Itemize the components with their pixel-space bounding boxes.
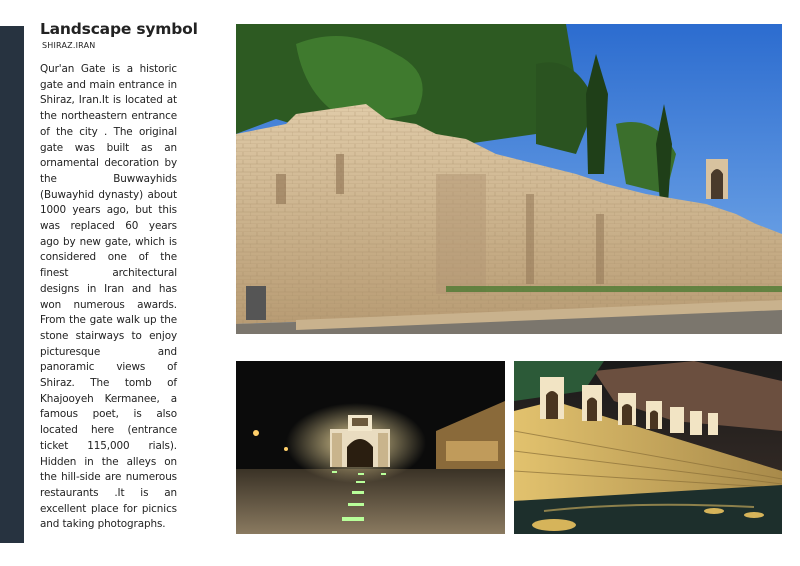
photo-stone-terraces bbox=[236, 24, 782, 334]
page-subtitle: SHIRAZ.IRAN bbox=[42, 41, 96, 50]
photo-gate-night bbox=[236, 361, 505, 534]
description-paragraph: Qur'an Gate is a historic gate and main entrance in Shiraz, Iran.It is located at the northeastern entrance of the city . The original gate was built as an ornamental decoration by the Buwwayhids (Buwayhid dynasty) about 1000 years ago, but this was replaced 60 years ago by new gate, which is considered one of the finest architectural designs in Iran and has won numerous awards. From the gate walk up the stone stairways to enjoy picturesque and panoramic views of Shiraz. The tomb of Khajooyeh Kermanee, a famous poet, is also located here (entrance ticket 115,000 rials). Hidden in the alleys on the hill-side are numerous restaurants .It is an excellent place for picnics and taking photographs. bbox=[40, 63, 177, 531]
left-accent-bar bbox=[0, 26, 24, 543]
page-title: Landscape symbol bbox=[40, 20, 198, 38]
photo-tomb-amphitheatre bbox=[514, 361, 782, 534]
